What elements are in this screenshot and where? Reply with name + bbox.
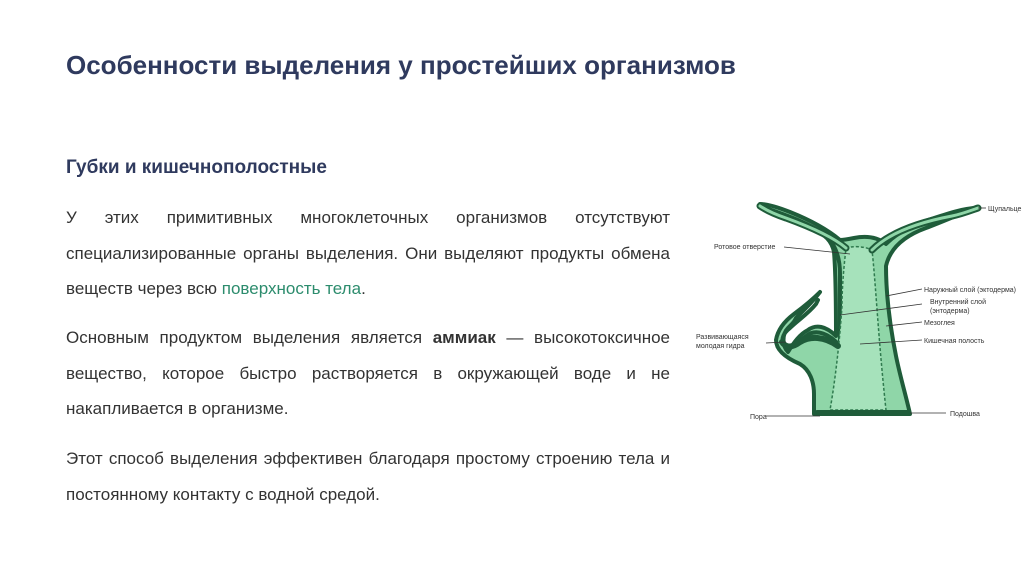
label-mouth: Ротовое отверстие bbox=[714, 244, 776, 251]
label-tentacle: Щупальце bbox=[988, 206, 1022, 213]
label-bud-2: молодая гидра bbox=[696, 343, 745, 350]
label-pore: Пора bbox=[750, 414, 767, 421]
hydra-sole bbox=[814, 410, 910, 416]
paragraph-ammonia bbox=[66, 320, 670, 427]
ammonia-term: аммиак bbox=[432, 328, 496, 347]
paragraph-surface-excretion bbox=[66, 200, 670, 307]
paragraph1-text: У этих примитивных многоклеточных организмов отсутствуют специализированные органы выделения. Они выделяют продукты обмена веществ через всю bbox=[66, 208, 670, 298]
label-cavity: Кишечная полость bbox=[924, 338, 985, 345]
paragraph2-after: — высокотоксичное вещество, которое быстро растворяется в окружающей воде и не накапливается в организме. bbox=[66, 328, 670, 418]
label-bud-1: Развивающаяся bbox=[696, 334, 749, 341]
hydra-diagram bbox=[690, 196, 1024, 432]
slide-title: Особенности выделения у простейших организмов bbox=[66, 50, 736, 80]
label-sole: Подошва bbox=[950, 411, 980, 418]
label-endoderm-2: (энтодерма) bbox=[930, 308, 970, 315]
paragraph-efficiency: Этот способ выделения эффективен благодаря простому строению тела и постоянному контакту с водной средой. bbox=[66, 449, 670, 504]
section-subtitle: Губки и кишечнополостные bbox=[66, 157, 327, 178]
body-surface-term: поверхность тела bbox=[221, 279, 362, 298]
paragraph2-before: Основным продуктом выделения является bbox=[66, 328, 433, 347]
label-mesoglea: Мезоглея bbox=[924, 320, 955, 327]
label-endoderm-1: Внутренний слой bbox=[930, 299, 986, 306]
label-ectoderm: Наружный слой (эктодерма) bbox=[924, 287, 1017, 294]
paragraph1-end: . bbox=[361, 279, 366, 298]
